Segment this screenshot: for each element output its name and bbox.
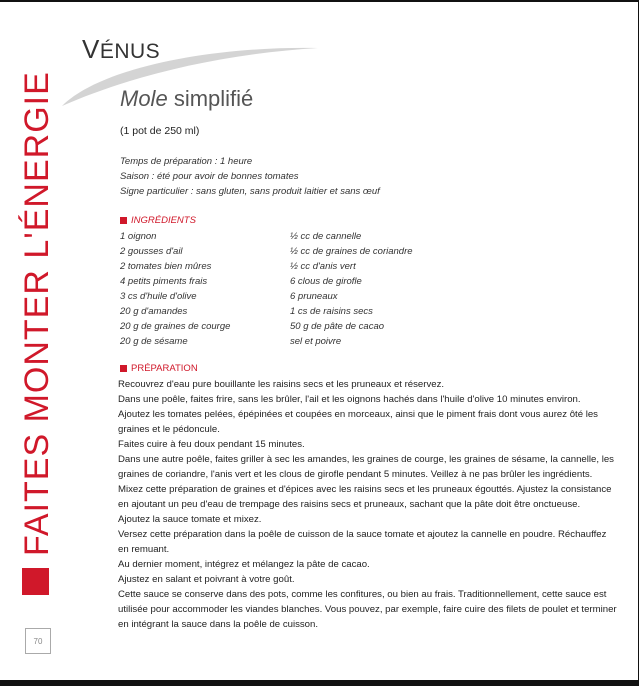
ingredient-item: 20 g d'amandes: [120, 306, 188, 317]
recipe-yield: (1 pot de 250 ml): [120, 125, 200, 137]
recipe-meta: [120, 154, 380, 199]
ingredient-item: 4 petits piments frais: [120, 276, 208, 287]
ingredient-item: 1 oignon: [120, 231, 157, 242]
ingredient-item: 50 g de pâte de cacao: [290, 321, 385, 332]
ingredient-item: 6 clous de girofle: [290, 276, 362, 287]
ingredient-item: 1 cs de raisins secs: [290, 306, 373, 317]
season: Saison : été pour avoir de bonnes tomates: [120, 171, 299, 182]
page-number: 70: [25, 628, 51, 654]
sidebar-red-square: [22, 568, 49, 595]
top-rule: [0, 0, 639, 2]
ingredient-item: ½ cc de cannelle: [290, 231, 362, 242]
ingredient-item: 3 cs d'huile d'olive: [120, 291, 197, 302]
ingredient-item: sel et poivre: [290, 336, 342, 347]
bullet-square-icon: [120, 217, 127, 224]
preparation-step: Ajoutez la sauce tomate et mixez.: [118, 514, 262, 525]
ingredient-item: 20 g de sésame: [120, 336, 188, 347]
preparation-step: Dans une autre poêle, faites griller à sec les amandes, les graines de courge, les graines de sésame, la cannelle, les graines de coriandre, l'anis vert et les clous de girofle pendant 5 minutes. Veillez à ne pas brûler les ingrédients.: [118, 454, 614, 480]
preparation-step: Dans une poêle, faites frire, sans les brûler, l'ail et les oignons hachés dans l'huile d'olive 10 minutes environ.: [118, 394, 581, 405]
preparation-step: Faites cuire à feu doux pendant 15 minutes.: [118, 439, 305, 450]
ingredient-item: ½ cc d'anis vert: [290, 261, 356, 272]
preparation-step: Cette sauce se conserve dans des pots, comme les confitures, ou bien au frais. Traditionnellement, cette sauce est utilisée pour accommoder les viandes blanches. Vous pouvez, par exemple, faire cuire des filets de poulet et terminer en intégrant la sauce dans la poêle de cuisson.: [118, 589, 617, 630]
recipe-title-italic: Mole: [120, 86, 168, 111]
ingredient-item: 6 pruneaux: [290, 291, 338, 302]
special-note: Signe particulier : sans gluten, sans produit laitier et sans œuf: [120, 186, 380, 197]
preparation-step: Ajoutez les tomates pelées, épépinées et coupées en morceaux, ainsi que le piment frais dont vous aurez ôté les graines et le pédoncule.: [118, 409, 598, 435]
sidebar-title: FAITES MONTER L'ÉNERGIE: [18, 71, 56, 556]
chapter-title: VÉNUS: [82, 34, 161, 64]
preparation-heading: PRÉPARATION: [120, 363, 198, 374]
ingredients-right-column: [290, 229, 490, 349]
ingredient-item: ½ cc de graines de coriandre: [290, 246, 413, 257]
preparation-step: Au dernier moment, intégrez et mélangez la pâte de cacao.: [118, 559, 370, 570]
preparation-text: [118, 377, 618, 632]
ingredient-item: 20 g de graines de courge: [120, 321, 231, 332]
ingredients-left-column: [120, 229, 280, 349]
ingredient-item: 2 gousses d'ail: [120, 246, 183, 257]
recipe-title: [120, 86, 253, 112]
preparation-step: Versez cette préparation dans la poêle de cuisson de la sauce tomate et ajoutez la cannelle en poudre. Réchauffez en remuant.: [118, 529, 607, 555]
prep-time: Temps de préparation : 1 heure: [120, 156, 253, 167]
preparation-step: Mixez cette préparation de graines et d'épices avec les raisins secs et les pruneaux égouttés. Ajustez la consistance en ajoutant un peu d'eau de trempage des raisins secs et pruneaux, sachant que la pâte doit être onctueuse.: [118, 484, 612, 510]
recipe-title-rest: simplifié: [173, 86, 254, 111]
ingredient-item: 2 tomates bien mûres: [120, 261, 212, 272]
bullet-square-icon: [120, 365, 127, 372]
bottom-rule: [0, 680, 639, 686]
preparation-step: Recouvrez d'eau pure bouillante les raisins secs et les pruneaux et réservez.: [118, 379, 445, 390]
preparation-step: Ajustez en salant et poivrant à votre goût.: [118, 574, 295, 585]
ingredients-heading: INGRÉDIENTS: [120, 215, 196, 226]
